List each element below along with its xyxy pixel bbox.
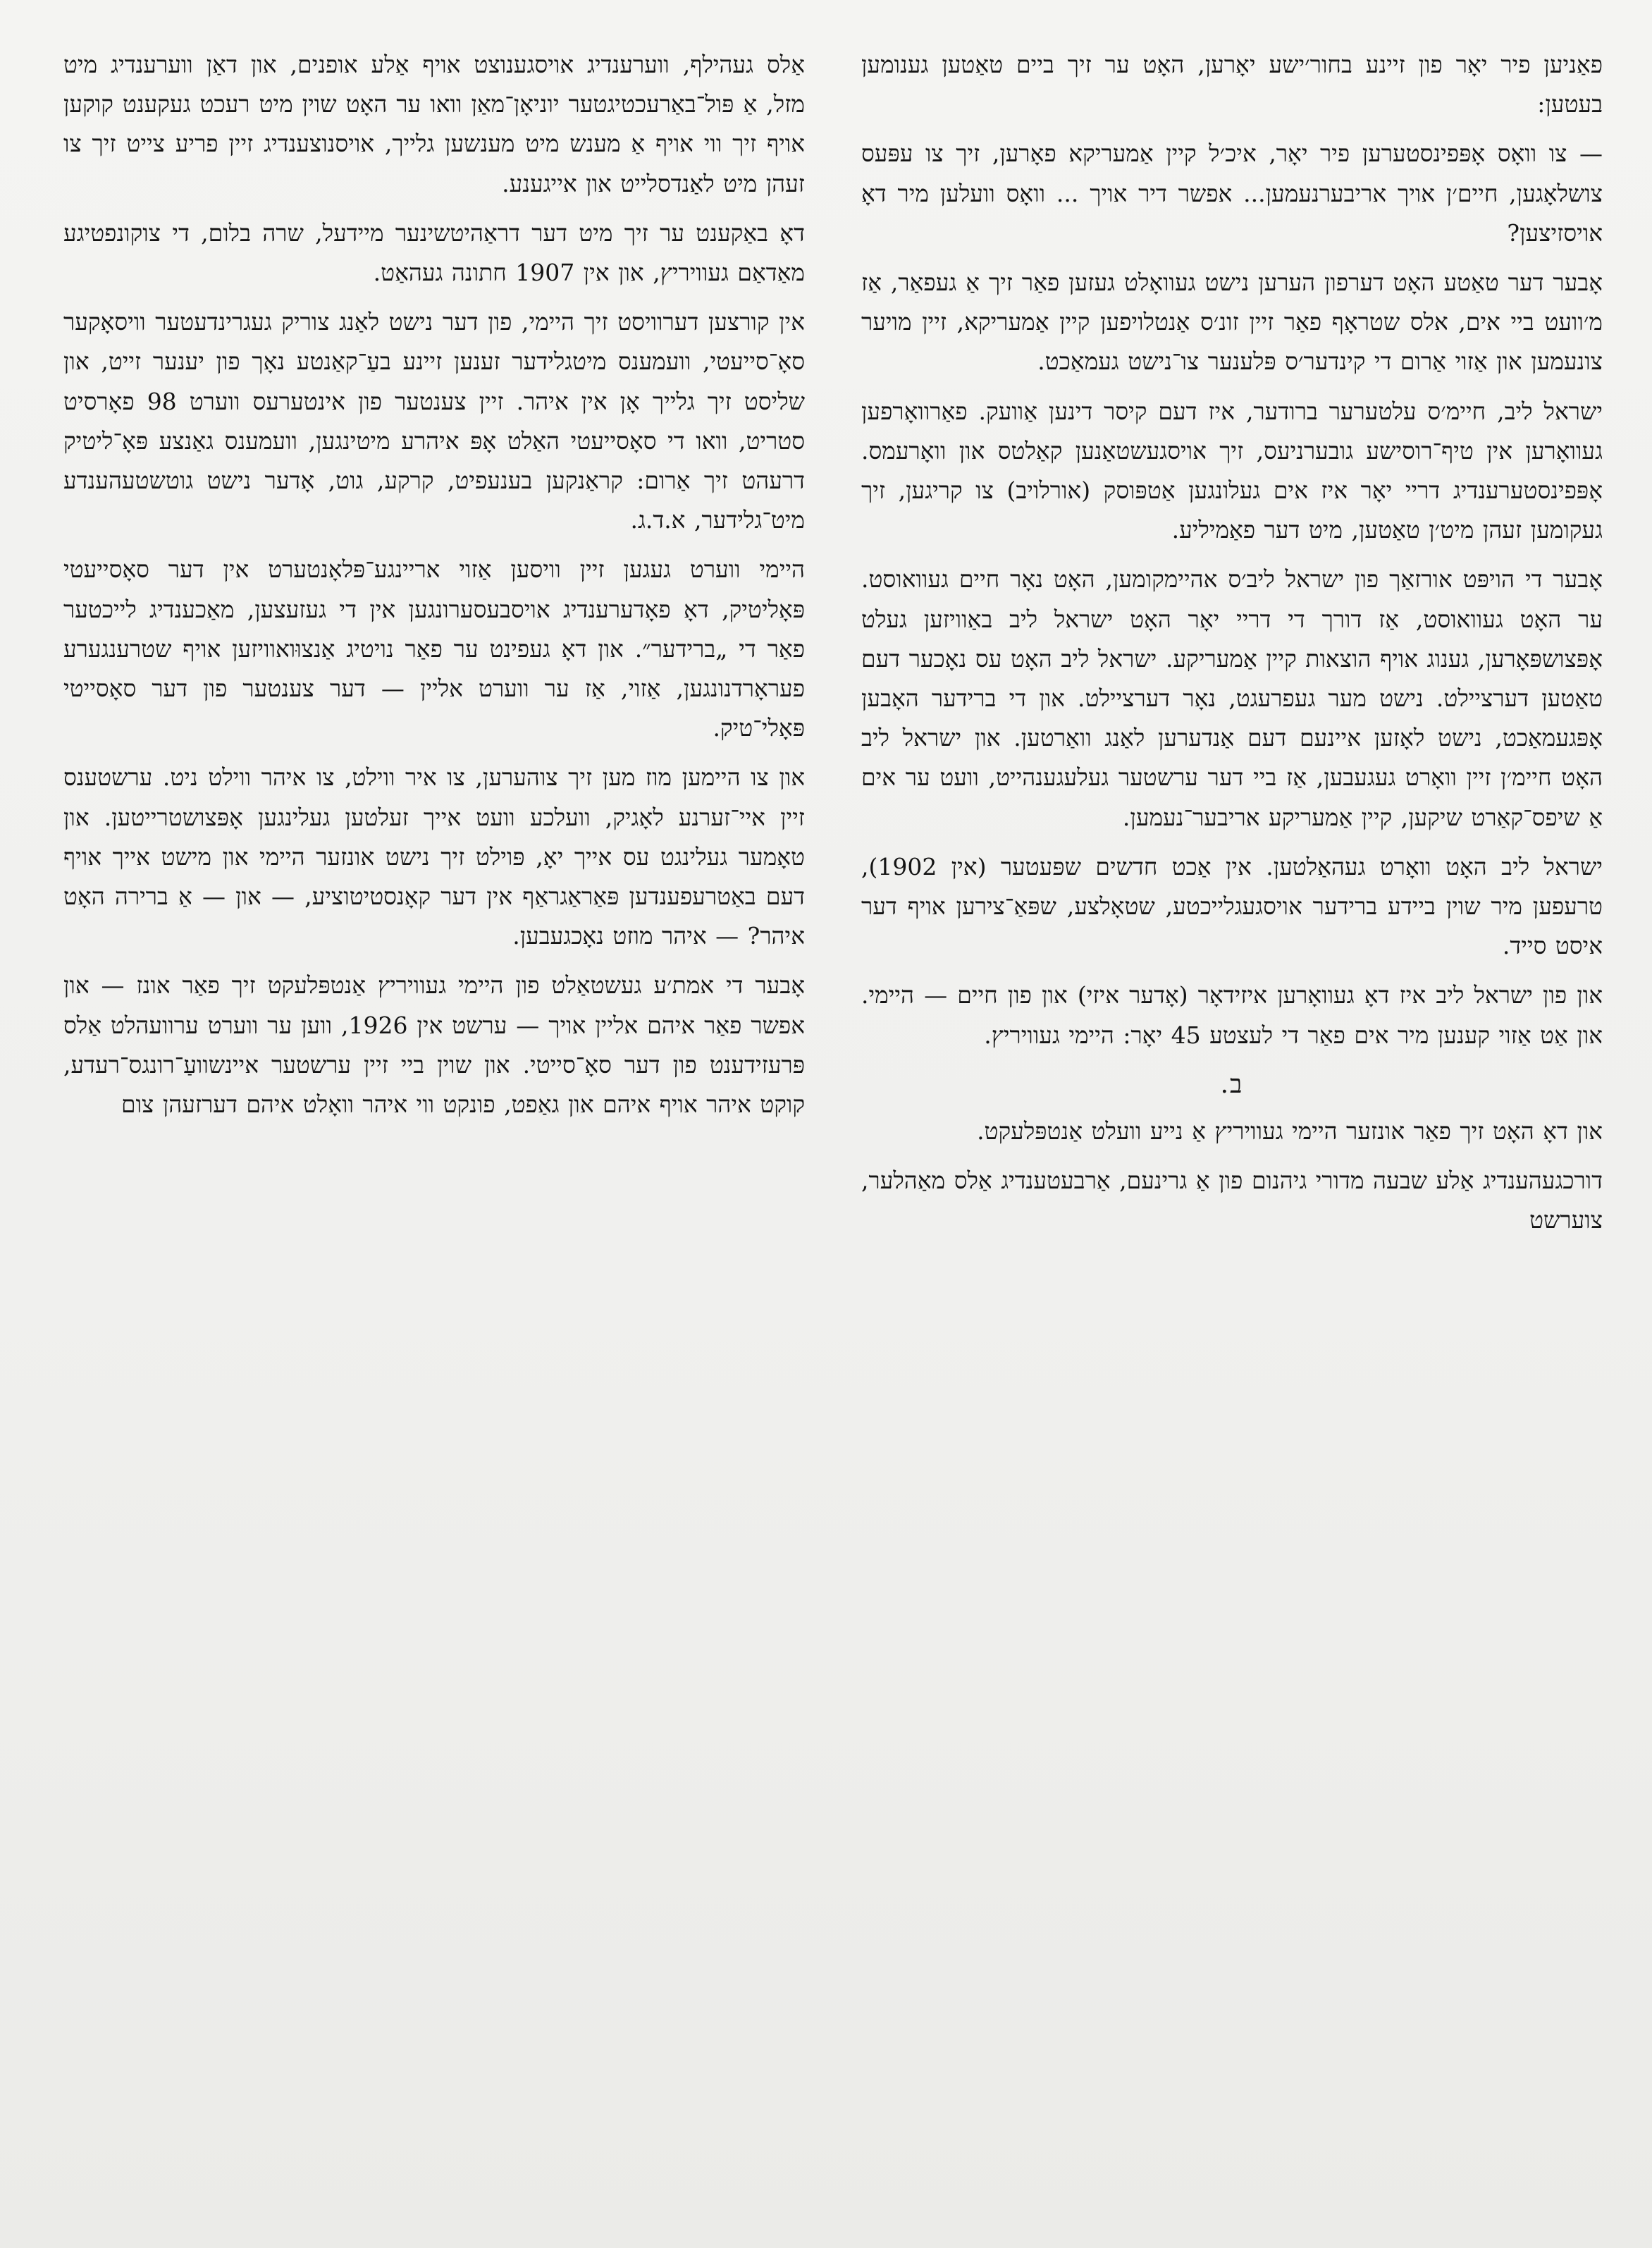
- paragraph: און צו היימען מוז מען זיך צוהערען, צו איר ווילט, צו איהר ווילט ניט. ערשטענס זיין איי־זערנע לאָגיק, וועלכע וועט אייך זעלטען געלינגען אָפּצושטרייטען. און טאָמער געלינגט עס אייך יאָ, פּוילט זיך נישט אונזער היימי און מישט אייך אויף דעם באַטרעפענדען פּאַראַגראַף אין דער קאָנסטיטוציע, — און — אַ ברירה האָט איהר? — איהר מוזט נאָכגעבען.: [63, 763, 805, 950]
- paragraph: אין קורצען דערוויסט זיך היימי, פון דער נישט לאַנג צוריק געגרינדעטער וויסאָקער סאָ־סייעטי, וועמענס מיטגלידער זענען זיינע בעַ־קאַנטע נאָך פון יענער זייט, און שליסט זיך גלייך אָן אין איהר. זיין צענטער פון אינטערעס ווערט 98 פאָרסיט סטריט, וואו די סאָסייעטי האַלט אָפּ איהרע מיטינגען, וועמענס גאַנצע פּאָ־ליטיק דרעהט זיך אַרום: קראַנקען בענעפיט, קרקע, גוט, אָדער נישט גוטשטעהענדע מיט־גלידער, א.ד.ג.: [63, 308, 805, 534]
- paragraph: ישראל ליב, חיימ׳ס עלטערער ברודער, איז דעם קיסר דינען אַוועק. פאַרוואָרפען געוואָרען אין טיף־רוסישע גובערניעס, זיך אויסגעשטאַנען קאַלטס און וואָרעמס. אָפּפינסטערענדיג דריי יאָר איז אים געלונגען אַטפּוסק (אורלויב) צו קריגען, זיך געקומען זעהן מיט׳ן טאַטען, מיט דער פאַמיליע.: [861, 397, 1603, 544]
- paragraph: אָבער די הויפּט אורזאַך פון ישראל ליב׳ס אהיימקומען, האָט נאָר חיים געוואוסט. ער האָט געוואוסט, אַז דורך די דריי יאָר האָט ישראל ליב באַוויזען געלט אָפּצושפּאָרען, גענוג אויף הוצאות קיין אַמעריקע. ישראל ליב האָט עס נאָכער דעם טאַטען דערציילט. נישט מער געפרעגט, נאָר דערציילט. און די ברידער האָבען אָפּגעמאַכט, נישט לאָזען איינעם דעם אַנדערען לאַנג וואַרטען. און ישראל ליב האָט חיימ׳ן זיין וואָרט געגעבען, אַז ביי דער ערשטער געלעגענהייט, וועט ער אים אַ שיפס־קאַרט שיקען, קיין אַמעריקע אריבער־נעמען.: [861, 565, 1603, 831]
- paragraph: פאַניען פיר יאָר פון זיינע בחור׳ישע יאָרען, האָט ער זיך ביים טאַטען גענומען בעטען:: [861, 51, 1603, 118]
- paragraph: און דאָ האָט זיך פאַר אונזער היימי געוויריץ אַ נייע וועלט אַנטפּלעקט.: [977, 1117, 1603, 1146]
- paragraph: דאָ באַקענט ער זיך מיט דער דראַהיטשינער מיידעל, שרה בלום, די צוקונפטיגע מאַדאַם געוויריץ, און אין 1907 חתונה געהאַט.: [63, 219, 805, 287]
- paragraph: ישראל ליב האָט וואָרט געהאַלטען. אין אַכט חדשים שפּעטער (אין 1902), טרעפען מיר שוין ביידע ברידער אויסגעגלייכטע, שטאָלצע, שפּאַ־צירען אויף דער איסט סייד.: [861, 852, 1603, 960]
- paragraph: — צו וואָס אָפּפינסטערען פיר יאָר, איכ׳ל קיין אַמעריקא פאָרען, זיך צו עפּעס צושלאָגען, חיים׳ן אויך אריבערנעמען... אפשר דיר אויך ... וואָס וועלען מיר דאָ אויסזיצען?: [861, 140, 1603, 247]
- paragraph: און פון ישראל ליב איז דאָ געוואָרען איזידאָר (אָדער איזי) און פון חיים — היימי. און אַט אַזוי קענען מיר אים פאַר די לעצטע 45 יאָר: היימי געוויריץ.: [861, 981, 1603, 1049]
- right-column: [861, 45, 1603, 2216]
- paragraph: היימי ווערט געגען זיין וויסען אַזוי אריינגע־פּלאָנטערט אין דער סאָסייעטי פּאָליטיק, דאָ פאָדערענדיג אויסבעסערונגען אין די געזעצען, מאַכענדיג לייכטער פאַר די „ברידער״. און דאָ געפינט ער פאַר נויטיג אַנצוּואוויזען אויף שטרענגערע פעראָרדנונגען, אַזוי, אַז ער ווערט אליין — דער צענטער פון דער סאָסייטי פּאָלי־טיק.: [63, 555, 805, 742]
- section-heading: ב.: [1220, 1069, 1244, 1099]
- paragraph: אַלס געהילף, ווערענדיג אויסגענוצט אויף אַלע אופנים, און דאַן ווערענדיג מיט מזל, אַ פּול־באַרעכטיגטער יוניאָן־מאַן וואו ער האָט שוין מיט רעכט געקענט קוקען אויף זיך ווי אויף אַ מענש מיט מענשען גלייך, אויסנוצענדיג זיין פריע צייט זיך צו זעהן מיט לאַנדסלייט און אייגענע.: [63, 51, 805, 197]
- paragraph: דורכגעהענדיג אַלע שבעה מדורי גיהנום פון אַ גרינעם, אַרבעטענדיג אַלס מאַהלער, צוערשט: [861, 1167, 1603, 1234]
- left-column: [63, 45, 805, 2216]
- paragraph: אָבער דער טאַטע האָט דערפון הערען נישט געוואָלט געזען פאַר זיך אַ געפאַר, אַז מ׳וועט ביי אים, אלס שטראָף פאַר זיין זונ׳ס אַנטלויפען קיין אַמעריקא, זיין מויער צונעמען און אַזוי אַרום די קינדער׳ס פּלענער צו־נישט געמאַכט.: [861, 269, 1603, 376]
- paragraph: אָבער די אמת׳ע געשטאַלט פון היימי געוויריץ אַנטפּלעקט זיך פאַר אונז — און אפשר פאַר איהם אליין אויך — ערשט אין 1926, ווען ער ווערט ערוועהלט אַלס פּרעזידענט פון דער סאָ־סייטי. און שוין ביי זיין ערשטער איינשוועַ־רונגס־רעדע, קוקט איהר אויף איהם און גאַפט, פונקט ווי איהר וואָלט איהם דערזעהן צום: [63, 971, 805, 1119]
